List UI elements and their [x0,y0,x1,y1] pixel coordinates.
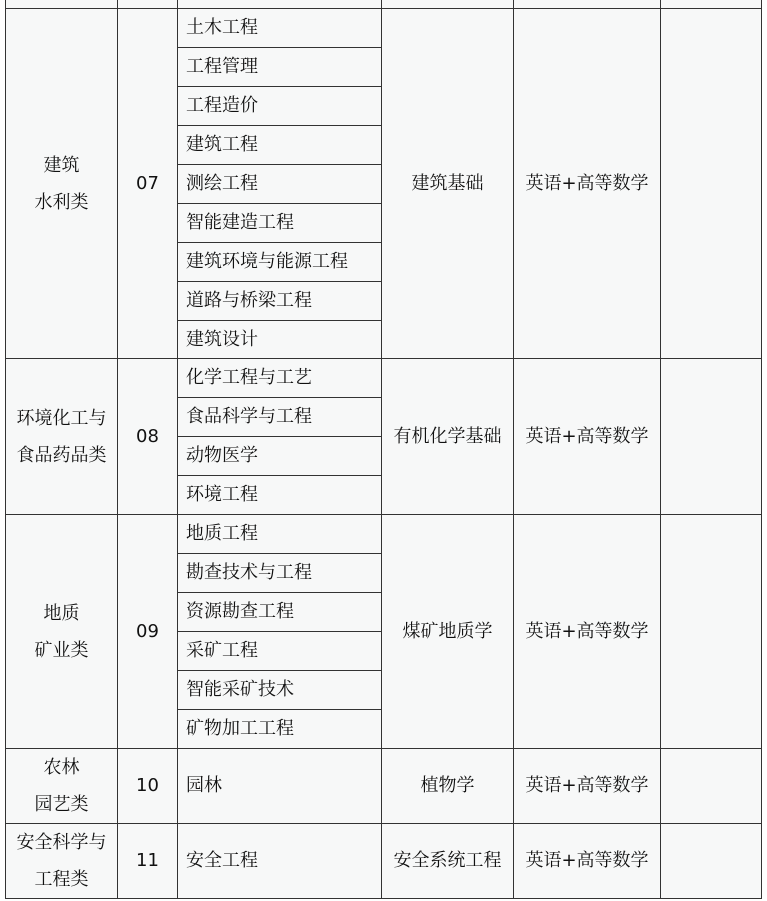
code-cell: 08 [118,359,178,515]
category-line: 水利类 [34,191,89,213]
major-cell: 建筑环境与能源工程 [178,243,382,282]
major-cell: 资源勘查工程 [178,593,382,632]
major-cell: 勘查技术与工程 [178,554,382,593]
note-cell [661,9,762,359]
exam-subjects-cell: 英语+高等数学 [514,9,661,359]
cell-empty [661,0,762,9]
major-cell: 道路与桥梁工程 [178,282,382,321]
major-cell: 安全工程 [178,824,382,899]
exam-subjects-cell: 英语+高等数学 [514,824,661,899]
major-cell: 化学工程与工艺 [178,359,382,398]
category-cell [6,824,118,899]
major-cell: 建筑工程 [178,126,382,165]
table-row [6,824,762,899]
major-cell: 地质工程 [178,515,382,554]
category-line: 安全科学与 [16,832,107,853]
note-cell [661,749,762,824]
major-cell: 环境工程 [178,476,382,515]
note-cell [661,359,762,515]
major-cell: 智能采矿技术 [178,671,382,710]
exam-subjects-cell: 英语+高等数学 [514,749,661,824]
major-cell: 建筑设计 [178,321,382,359]
code-cell: 09 [118,515,178,749]
category-line: 园艺类 [34,794,89,815]
major-cell: 土木工程 [178,9,382,48]
exam-subjects-cell: 英语+高等数学 [514,515,661,749]
category-line: 环境化工与 [16,407,107,429]
category-cell [6,749,118,824]
majors-table [5,0,762,899]
major-cell: 动物医学 [178,437,382,476]
code-cell: 10 [118,749,178,824]
foundation-course-cell: 煤矿地质学 [382,515,514,749]
table-row [6,749,762,824]
major-cell: 工程管理 [178,48,382,87]
category-line: 建筑 [43,154,80,176]
major-cell: 工程造价 [178,87,382,126]
category-cell [6,9,118,359]
major-cell: 智能建造工程 [178,204,382,243]
category-cell [6,359,118,515]
note-cell [661,824,762,899]
code-cell: 11 [118,824,178,899]
category-line: 地质 [43,602,80,624]
cell-empty [118,0,178,9]
category-line: 工程类 [34,869,89,890]
foundation-course-cell: 植物学 [382,749,514,824]
table-row [6,359,762,398]
note-cell [661,515,762,749]
cell-empty [514,0,661,9]
cell-empty [6,0,118,9]
cell-empty [178,0,382,9]
category-line: 食品药品类 [16,444,107,466]
foundation-course-cell: 安全系统工程 [382,824,514,899]
category-line: 矿业类 [34,639,89,661]
foundation-course-cell: 有机化学基础 [382,359,514,515]
major-cell: 采矿工程 [178,632,382,671]
cell-empty [382,0,514,9]
table-row [6,515,762,554]
table-row-partial [6,0,762,9]
major-cell: 测绘工程 [178,165,382,204]
category-cell [6,515,118,749]
table-row [6,9,762,48]
major-cell: 矿物加工工程 [178,710,382,749]
code-cell: 07 [118,9,178,359]
major-cell: 园林 [178,749,382,824]
major-cell: 食品科学与工程 [178,398,382,437]
category-line: 农林 [43,757,80,778]
foundation-course-cell: 建筑基础 [382,9,514,359]
exam-subjects-cell: 英语+高等数学 [514,359,661,515]
